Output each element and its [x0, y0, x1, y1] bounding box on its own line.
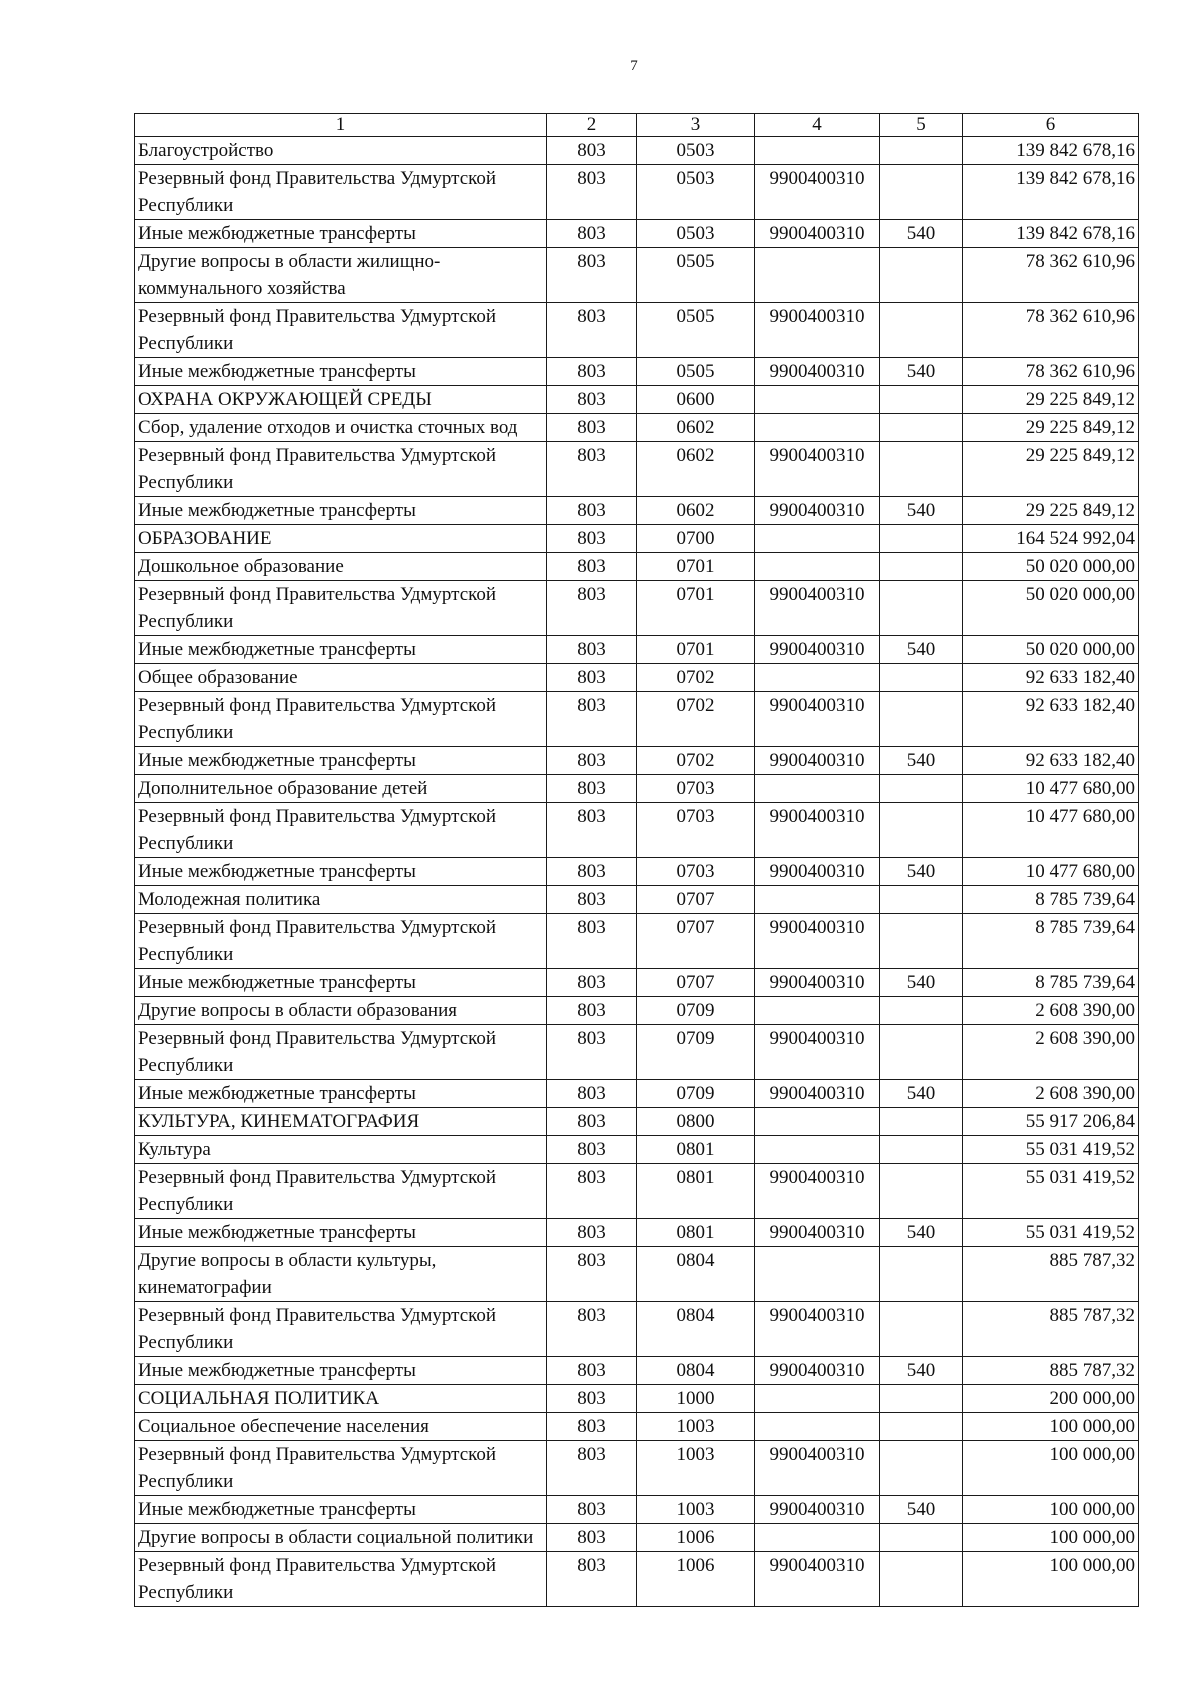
row-code-cell: 803 [547, 386, 637, 414]
row-amount-cell: 139 842 678,16 [963, 220, 1139, 248]
row-section-cell: 0702 [637, 664, 755, 692]
table-row [135, 581, 1139, 636]
row-name-cell: ОХРАНА ОКРУЖАЮЩЕЙ СРЕДЫ [135, 386, 547, 414]
table-row [135, 1385, 1139, 1413]
row-name-cell: Другие вопросы в области социальной политики [135, 1524, 547, 1552]
row-type-cell [880, 1441, 963, 1496]
row-code-cell: 803 [547, 1080, 637, 1108]
row-target-cell: 9900400310 [755, 581, 880, 636]
row-target-cell: 9900400310 [755, 220, 880, 248]
row-code-cell: 803 [547, 1441, 637, 1496]
table-row [135, 803, 1139, 858]
row-type-cell [880, 1552, 963, 1607]
row-target-cell: 9900400310 [755, 1025, 880, 1080]
header-cell: 6 [963, 114, 1139, 137]
row-amount-cell: 29 225 849,12 [963, 414, 1139, 442]
row-section-cell: 1006 [637, 1524, 755, 1552]
row-type-cell: 540 [880, 1080, 963, 1108]
row-name-cell: Другие вопросы в области образования [135, 997, 547, 1025]
row-section-cell: 0804 [637, 1247, 755, 1302]
row-target-cell: 9900400310 [755, 858, 880, 886]
row-code-cell: 803 [547, 636, 637, 664]
row-target-cell [755, 997, 880, 1025]
row-section-cell: 0707 [637, 886, 755, 914]
row-section-cell: 0700 [637, 525, 755, 553]
row-amount-cell: 10 477 680,00 [963, 803, 1139, 858]
row-code-cell: 803 [547, 997, 637, 1025]
table-row [135, 220, 1139, 248]
table-row [135, 1413, 1139, 1441]
row-section-cell: 0707 [637, 969, 755, 997]
row-code-cell: 803 [547, 747, 637, 775]
row-section-cell: 0703 [637, 858, 755, 886]
table-row [135, 1136, 1139, 1164]
row-code-cell: 803 [547, 1247, 637, 1302]
table-row [135, 858, 1139, 886]
row-code-cell: 803 [547, 664, 637, 692]
row-section-cell: 0801 [637, 1219, 755, 1247]
row-type-cell: 540 [880, 358, 963, 386]
row-name-cell: Резервный фонд Правительства Удмуртской Республики [135, 442, 547, 497]
row-name-cell: Иные межбюджетные трансферты [135, 1496, 547, 1524]
row-name-cell: Иные межбюджетные трансферты [135, 220, 547, 248]
table-row [135, 386, 1139, 414]
row-name-cell: Резервный фонд Правительства Удмуртской Республики [135, 803, 547, 858]
row-type-cell: 540 [880, 1219, 963, 1247]
table-row [135, 1357, 1139, 1385]
row-target-cell: 9900400310 [755, 1219, 880, 1247]
row-section-cell: 1003 [637, 1413, 755, 1441]
row-section-cell: 1006 [637, 1552, 755, 1607]
row-target-cell [755, 886, 880, 914]
row-code-cell: 803 [547, 303, 637, 358]
row-section-cell: 0804 [637, 1357, 755, 1385]
row-type-cell [880, 137, 963, 165]
row-code-cell: 803 [547, 525, 637, 553]
row-type-cell [880, 692, 963, 747]
row-name-cell: Иные межбюджетные трансферты [135, 1219, 547, 1247]
row-target-cell: 9900400310 [755, 497, 880, 525]
row-target-cell [755, 1524, 880, 1552]
row-section-cell: 0709 [637, 1025, 755, 1080]
row-target-cell [755, 414, 880, 442]
row-section-cell: 0503 [637, 165, 755, 220]
row-target-cell: 9900400310 [755, 442, 880, 497]
row-type-cell [880, 1108, 963, 1136]
row-amount-cell: 10 477 680,00 [963, 775, 1139, 803]
row-amount-cell: 139 842 678,16 [963, 165, 1139, 220]
table-row [135, 497, 1139, 525]
row-amount-cell: 29 225 849,12 [963, 386, 1139, 414]
row-name-cell: Резервный фонд Правительства Удмуртской Республики [135, 165, 547, 220]
header-cell: 1 [135, 114, 547, 137]
row-code-cell: 803 [547, 165, 637, 220]
row-target-cell: 9900400310 [755, 165, 880, 220]
row-name-cell: Резервный фонд Правительства Удмуртской Республики [135, 914, 547, 969]
row-amount-cell: 92 633 182,40 [963, 664, 1139, 692]
row-code-cell: 803 [547, 969, 637, 997]
table-row [135, 969, 1139, 997]
row-name-cell: Иные межбюджетные трансферты [135, 1357, 547, 1385]
row-section-cell: 0709 [637, 997, 755, 1025]
row-name-cell: Резервный фонд Правительства Удмуртской Республики [135, 1441, 547, 1496]
row-target-cell: 9900400310 [755, 1080, 880, 1108]
row-target-cell: 9900400310 [755, 1496, 880, 1524]
row-section-cell: 0702 [637, 692, 755, 747]
table-body [135, 137, 1139, 1607]
row-code-cell: 803 [547, 858, 637, 886]
row-type-cell: 540 [880, 497, 963, 525]
row-target-cell: 9900400310 [755, 1164, 880, 1219]
row-code-cell: 803 [547, 1164, 637, 1219]
row-type-cell: 540 [880, 969, 963, 997]
row-type-cell [880, 1164, 963, 1219]
table-row [135, 525, 1139, 553]
row-target-cell [755, 1385, 880, 1413]
row-code-cell: 803 [547, 414, 637, 442]
row-section-cell: 0602 [637, 414, 755, 442]
table-row [135, 1025, 1139, 1080]
row-section-cell: 0503 [637, 137, 755, 165]
row-type-cell [880, 886, 963, 914]
row-section-cell: 0505 [637, 248, 755, 303]
row-name-cell: Иные межбюджетные трансферты [135, 747, 547, 775]
row-amount-cell: 29 225 849,12 [963, 442, 1139, 497]
table-row [135, 358, 1139, 386]
row-code-cell: 803 [547, 1524, 637, 1552]
row-type-cell [880, 1302, 963, 1357]
table-row [135, 997, 1139, 1025]
row-amount-cell: 78 362 610,96 [963, 248, 1139, 303]
table-row [135, 747, 1139, 775]
row-section-cell: 0801 [637, 1136, 755, 1164]
row-type-cell: 540 [880, 858, 963, 886]
table-row [135, 1247, 1139, 1302]
table-row [135, 886, 1139, 914]
row-amount-cell: 200 000,00 [963, 1385, 1139, 1413]
row-name-cell: КУЛЬТУРА, КИНЕМАТОГРАФИЯ [135, 1108, 547, 1136]
table-row [135, 1219, 1139, 1247]
row-type-cell [880, 803, 963, 858]
row-section-cell: 0600 [637, 386, 755, 414]
row-section-cell: 0602 [637, 442, 755, 497]
row-amount-cell: 8 785 739,64 [963, 914, 1139, 969]
row-name-cell: Иные межбюджетные трансферты [135, 636, 547, 664]
row-target-cell: 9900400310 [755, 692, 880, 747]
table-row [135, 414, 1139, 442]
row-name-cell: Дошкольное образование [135, 553, 547, 581]
row-name-cell: Дополнительное образование детей [135, 775, 547, 803]
row-target-cell: 9900400310 [755, 803, 880, 858]
row-amount-cell: 100 000,00 [963, 1413, 1139, 1441]
row-name-cell: Резервный фонд Правительства Удмуртской Республики [135, 1025, 547, 1080]
row-type-cell [880, 553, 963, 581]
row-type-cell [880, 1136, 963, 1164]
table-row [135, 1552, 1139, 1607]
row-amount-cell: 78 362 610,96 [963, 303, 1139, 358]
row-amount-cell: 78 362 610,96 [963, 358, 1139, 386]
row-name-cell: Резервный фонд Правительства Удмуртской Республики [135, 1552, 547, 1607]
row-amount-cell: 139 842 678,16 [963, 137, 1139, 165]
table-row [135, 1164, 1139, 1219]
row-code-cell: 803 [547, 497, 637, 525]
row-code-cell: 803 [547, 220, 637, 248]
row-target-cell: 9900400310 [755, 1552, 880, 1607]
row-section-cell: 0503 [637, 220, 755, 248]
row-name-cell: Сбор, удаление отходов и очистка сточных вод [135, 414, 547, 442]
row-code-cell: 803 [547, 358, 637, 386]
row-section-cell: 0702 [637, 747, 755, 775]
header-cell: 5 [880, 114, 963, 137]
row-amount-cell: 92 633 182,40 [963, 692, 1139, 747]
table-row [135, 692, 1139, 747]
row-amount-cell: 885 787,32 [963, 1357, 1139, 1385]
row-code-cell: 803 [547, 1413, 637, 1441]
row-name-cell: Иные межбюджетные трансферты [135, 358, 547, 386]
row-target-cell [755, 137, 880, 165]
table-row [135, 1302, 1139, 1357]
row-type-cell [880, 303, 963, 358]
row-section-cell: 1003 [637, 1496, 755, 1524]
row-amount-cell: 2 608 390,00 [963, 1080, 1139, 1108]
row-name-cell: Иные межбюджетные трансферты [135, 497, 547, 525]
row-section-cell: 0602 [637, 497, 755, 525]
table-row [135, 914, 1139, 969]
row-name-cell: СОЦИАЛЬНАЯ ПОЛИТИКА [135, 1385, 547, 1413]
row-target-cell [755, 664, 880, 692]
row-type-cell: 540 [880, 1357, 963, 1385]
row-amount-cell: 10 477 680,00 [963, 858, 1139, 886]
row-type-cell [880, 414, 963, 442]
row-name-cell: Резервный фонд Правительства Удмуртской Республики [135, 303, 547, 358]
table-row [135, 442, 1139, 497]
row-type-cell [880, 914, 963, 969]
row-code-cell: 803 [547, 1219, 637, 1247]
row-amount-cell: 164 524 992,04 [963, 525, 1139, 553]
row-code-cell: 803 [547, 1552, 637, 1607]
row-name-cell: Социальное обеспечение населения [135, 1413, 547, 1441]
row-type-cell: 540 [880, 220, 963, 248]
row-name-cell: Иные межбюджетные трансферты [135, 1080, 547, 1108]
row-code-cell: 803 [547, 248, 637, 303]
row-amount-cell: 8 785 739,64 [963, 969, 1139, 997]
row-section-cell: 0801 [637, 1164, 755, 1219]
row-name-cell: Резервный фонд Правительства Удмуртской Республики [135, 1164, 547, 1219]
row-amount-cell: 100 000,00 [963, 1524, 1139, 1552]
row-type-cell: 540 [880, 747, 963, 775]
row-section-cell: 0703 [637, 803, 755, 858]
row-code-cell: 803 [547, 775, 637, 803]
row-section-cell: 0703 [637, 775, 755, 803]
row-code-cell: 803 [547, 1136, 637, 1164]
row-name-cell: Резервный фонд Правительства Удмуртской Республики [135, 692, 547, 747]
table-row [135, 1524, 1139, 1552]
header-cell: 2 [547, 114, 637, 137]
row-name-cell: Молодежная политика [135, 886, 547, 914]
table-row [135, 553, 1139, 581]
row-type-cell [880, 775, 963, 803]
row-name-cell: Культура [135, 1136, 547, 1164]
row-target-cell: 9900400310 [755, 1357, 880, 1385]
row-type-cell: 540 [880, 1496, 963, 1524]
row-section-cell: 0701 [637, 581, 755, 636]
row-type-cell: 540 [880, 636, 963, 664]
row-amount-cell: 8 785 739,64 [963, 886, 1139, 914]
row-code-cell: 803 [547, 1108, 637, 1136]
row-code-cell: 803 [547, 1385, 637, 1413]
row-code-cell: 803 [547, 914, 637, 969]
row-target-cell: 9900400310 [755, 303, 880, 358]
row-target-cell [755, 775, 880, 803]
row-type-cell [880, 1025, 963, 1080]
row-name-cell: Благоустройство [135, 137, 547, 165]
row-target-cell [755, 553, 880, 581]
row-target-cell: 9900400310 [755, 636, 880, 664]
row-name-cell: Другие вопросы в области жилищно-коммунального хозяйства [135, 248, 547, 303]
table-row [135, 775, 1139, 803]
row-code-cell: 803 [547, 692, 637, 747]
row-name-cell: Общее образование [135, 664, 547, 692]
table-row [135, 165, 1139, 220]
row-target-cell [755, 1108, 880, 1136]
row-name-cell: Иные межбюджетные трансферты [135, 969, 547, 997]
row-amount-cell: 50 020 000,00 [963, 581, 1139, 636]
row-type-cell [880, 1413, 963, 1441]
header-cell: 4 [755, 114, 880, 137]
row-target-cell [755, 525, 880, 553]
row-name-cell: Другие вопросы в области культуры, кинематографии [135, 1247, 547, 1302]
row-target-cell [755, 248, 880, 303]
table-row [135, 248, 1139, 303]
row-amount-cell: 2 608 390,00 [963, 997, 1139, 1025]
row-target-cell [755, 386, 880, 414]
row-type-cell [880, 165, 963, 220]
row-section-cell: 0505 [637, 358, 755, 386]
row-code-cell: 803 [547, 442, 637, 497]
header-cell: 3 [637, 114, 755, 137]
row-section-cell: 0701 [637, 636, 755, 664]
row-section-cell: 0707 [637, 914, 755, 969]
row-code-cell: 803 [547, 803, 637, 858]
row-code-cell: 803 [547, 137, 637, 165]
row-code-cell: 803 [547, 1357, 637, 1385]
row-code-cell: 803 [547, 886, 637, 914]
row-target-cell: 9900400310 [755, 1302, 880, 1357]
row-amount-cell: 55 031 419,52 [963, 1219, 1139, 1247]
row-name-cell: ОБРАЗОВАНИЕ [135, 525, 547, 553]
row-code-cell: 803 [547, 1302, 637, 1357]
row-section-cell: 0800 [637, 1108, 755, 1136]
row-type-cell [880, 1524, 963, 1552]
row-amount-cell: 50 020 000,00 [963, 636, 1139, 664]
row-amount-cell: 885 787,32 [963, 1302, 1139, 1357]
table-row [135, 303, 1139, 358]
row-section-cell: 0701 [637, 553, 755, 581]
row-type-cell [880, 525, 963, 553]
row-target-cell: 9900400310 [755, 914, 880, 969]
row-section-cell: 1000 [637, 1385, 755, 1413]
row-type-cell [880, 442, 963, 497]
row-code-cell: 803 [547, 1496, 637, 1524]
row-amount-cell: 100 000,00 [963, 1496, 1139, 1524]
row-amount-cell: 55 917 206,84 [963, 1108, 1139, 1136]
row-name-cell: Резервный фонд Правительства Удмуртской Республики [135, 581, 547, 636]
row-target-cell [755, 1413, 880, 1441]
row-name-cell: Иные межбюджетные трансферты [135, 858, 547, 886]
table-row [135, 1108, 1139, 1136]
row-type-cell [880, 664, 963, 692]
row-amount-cell: 50 020 000,00 [963, 553, 1139, 581]
row-section-cell: 1003 [637, 1441, 755, 1496]
row-amount-cell: 55 031 419,52 [963, 1136, 1139, 1164]
row-code-cell: 803 [547, 581, 637, 636]
row-code-cell: 803 [547, 1025, 637, 1080]
table-row [135, 1080, 1139, 1108]
page-number: 7 [630, 58, 638, 74]
row-type-cell [880, 581, 963, 636]
row-section-cell: 0804 [637, 1302, 755, 1357]
row-name-cell: Резервный фонд Правительства Удмуртской Республики [135, 1302, 547, 1357]
row-type-cell [880, 248, 963, 303]
row-target-cell: 9900400310 [755, 358, 880, 386]
row-target-cell [755, 1136, 880, 1164]
header-row [135, 114, 1139, 137]
row-target-cell: 9900400310 [755, 969, 880, 997]
row-type-cell [880, 386, 963, 414]
row-amount-cell: 2 608 390,00 [963, 1025, 1139, 1080]
row-amount-cell: 29 225 849,12 [963, 497, 1139, 525]
table-row [135, 636, 1139, 664]
row-type-cell [880, 1247, 963, 1302]
row-target-cell: 9900400310 [755, 1441, 880, 1496]
row-target-cell [755, 1247, 880, 1302]
row-section-cell: 0505 [637, 303, 755, 358]
table-row [135, 664, 1139, 692]
row-type-cell [880, 997, 963, 1025]
row-amount-cell: 92 633 182,40 [963, 747, 1139, 775]
row-amount-cell: 100 000,00 [963, 1552, 1139, 1607]
row-amount-cell: 885 787,32 [963, 1247, 1139, 1302]
row-section-cell: 0709 [637, 1080, 755, 1108]
row-amount-cell: 100 000,00 [963, 1441, 1139, 1496]
table-row [135, 1496, 1139, 1524]
table-row [135, 1441, 1139, 1496]
row-amount-cell: 55 031 419,52 [963, 1164, 1139, 1219]
row-code-cell: 803 [547, 553, 637, 581]
table-row [135, 137, 1139, 165]
budget-table [134, 113, 1139, 1607]
row-type-cell [880, 1385, 963, 1413]
row-target-cell: 9900400310 [755, 747, 880, 775]
